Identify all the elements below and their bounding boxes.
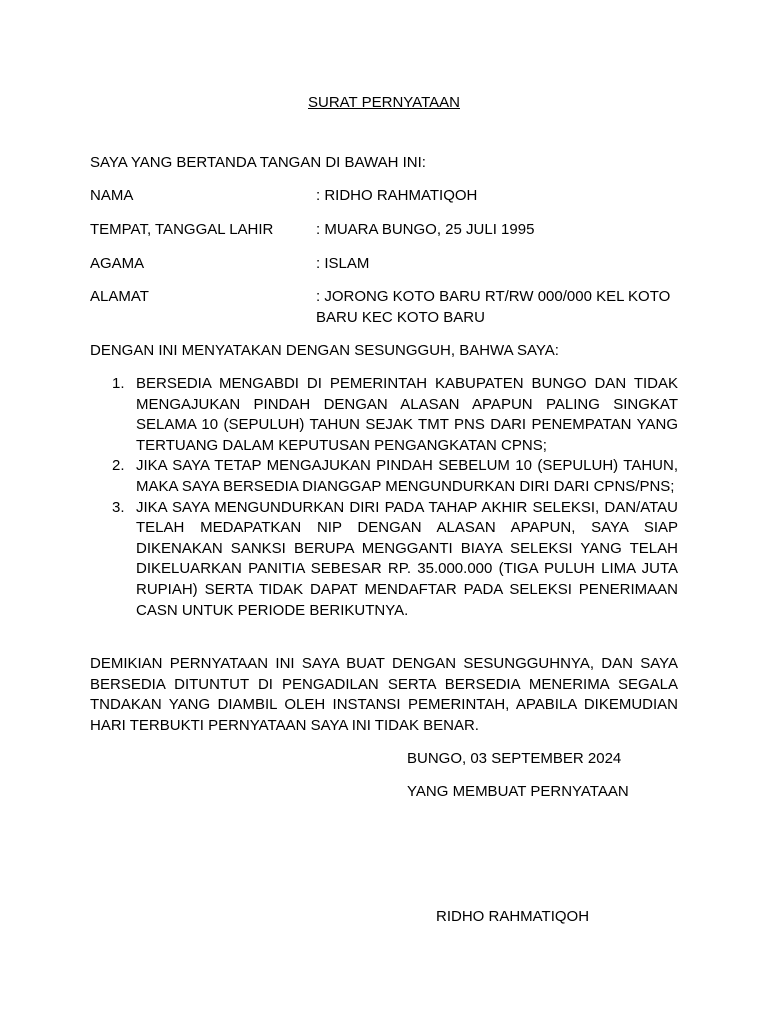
field-label: AGAMA: [90, 255, 145, 272]
field-value: : JORONG KOTO BARU RT/RW 000/000 KEL KOTO BARU KEC KOTO BARU: [316, 288, 671, 326]
signer-name: RIDHO RAHMATIQOH: [436, 908, 590, 925]
list-item: [90, 498, 678, 622]
field-label: ALAMAT: [90, 288, 149, 305]
list-item: [90, 374, 678, 456]
closing-paragraph: DEMIKIAN PERNYATAAN INI SAYA BUAT DENGAN SESUNGGUHNYA, DAN SAYA BERSEDIA DITUNTUT DI PENGADILAN SERTA BERSEDIA MENERIMA SEGALA TNDAKAN YANG DIAMBIL OLEH INSTANSI PEMERINTAH, APABILA DIKEMUDIAN HARI TERBUKTI PERNYATAAN SAYA INI TIDAK BENAR.: [90, 655, 678, 734]
list-item-text: JIKA SAYA MENGUNDURKAN DIRI PADA TAHAP AKHIR SELEKSI, DAN/ATAU TELAH MEDAPATKAN NIP DENGAN ALASAN APAPUN, SAYA SIAP DIKENAKAN SANKSI BERUPA MENGGANTI BIAYA SELEKSI YANG TELAH DIKELUARKAN PANITIA SEBESAR RP. 35.000.000 (TIGA PULUH LIMA JUTA RUPIAH) SERTA TIDAK DAPAT MENDAFTAR PADA SELEKSI PENERIMAAN CASN UNTUK PERIODE BERIKUTNYA.: [136, 498, 678, 619]
list-item-number: 3.: [112, 498, 125, 516]
list-item-number: 2.: [112, 457, 125, 475]
list-item-text: BERSEDIA MENGABDI DI PEMERINTAH KABUPATEN BUNGO DAN TIDAK MENGAJUKAN PINDAH DENGAN ALASAN APAPUN PALING SINGKAT SELAMA 10 (SEPULUH) TAHUN SEJAK TMT PNS DARI PENEMPATAN YANG TERTUANG DALAM KEPUTUSAN PENGANGKATAN CPNS;: [136, 375, 678, 454]
field-value: : ISLAM: [316, 255, 370, 272]
field-value: : MUARA BUNGO, 25 JULI 1995: [316, 221, 535, 238]
signer-title: YANG MEMBUAT PERNYATAAN: [407, 783, 629, 800]
list-item: [90, 456, 678, 497]
place-date: BUNGO, 03 SEPTEMBER 2024: [407, 750, 622, 767]
statement-intro: DENGAN INI MENYATAKAN DENGAN SESUNGGUH, BAHWA SAYA:: [90, 342, 559, 359]
field-value: : RIDHO RAHMATIQOH: [316, 187, 478, 204]
statement-list: [90, 374, 678, 621]
document-title: SURAT PERNYATAAN: [308, 94, 460, 111]
list-item-text: JIKA SAYA TETAP MENGAJUKAN PINDAH SEBELUM 10 (SEPULUH) TAHUN, MAKA SAYA BERSEDIA DIANGGAP MENGUNDURKAN DIRI DARI CPNS/PNS;: [136, 457, 678, 495]
list-item-number: 1.: [112, 375, 125, 392]
field-label: NAMA: [90, 187, 134, 204]
field-label: TEMPAT, TANGGAL LAHIR: [90, 221, 274, 238]
intro-text: SAYA YANG BERTANDA TANGAN DI BAWAH INI:: [90, 154, 426, 171]
